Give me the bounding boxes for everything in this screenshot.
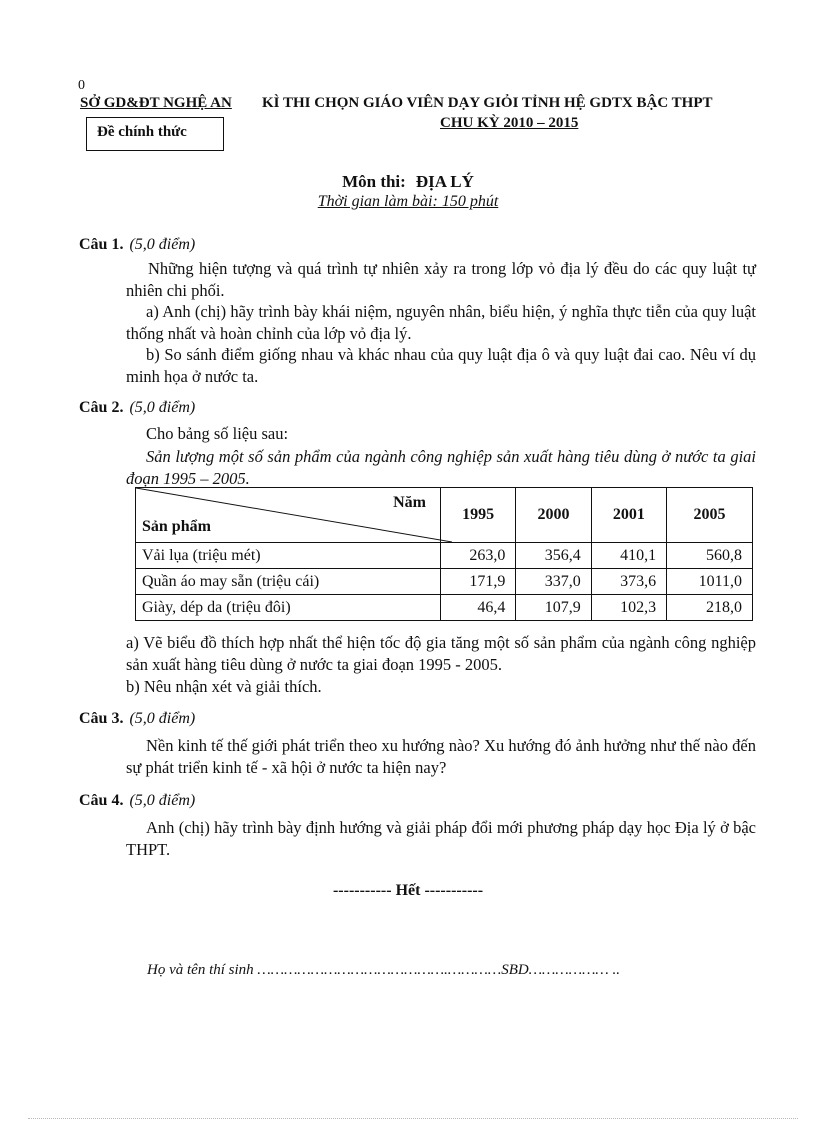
question-3-number: Câu 3. bbox=[79, 710, 124, 727]
table-cell: 263,0 bbox=[441, 543, 516, 569]
row-label: Vải lụa (triệu mét) bbox=[136, 543, 441, 569]
question-1-intro: Những hiện tượng và quá trình tự nhiên xảy ra trong lớp vỏ địa lý đều do các quy luật tự nhiên chi phối. bbox=[126, 259, 756, 300]
question-3-heading bbox=[79, 710, 195, 728]
row-label: Quần áo may sẵn (triệu cái) bbox=[136, 569, 441, 595]
question-4-points: (5,0 điểm) bbox=[129, 792, 196, 809]
table-title: Sản lượng một số sản phẩm của ngành công nghiệp sản xuất hàng tiêu dùng ở nước ta giai đoạn 1995 – 2005. bbox=[126, 447, 756, 488]
question-4-heading bbox=[79, 792, 195, 810]
data-table bbox=[135, 487, 753, 621]
time-text: Thời gian làm bài: 150 phút bbox=[317, 193, 499, 210]
question-2-intro: Cho bảng số liệu sau: bbox=[146, 424, 289, 443]
question-1-heading bbox=[79, 236, 195, 254]
footer-divider bbox=[28, 1118, 798, 1119]
question-3-points: (5,0 điểm) bbox=[129, 710, 196, 727]
table-corner-cell bbox=[136, 488, 441, 543]
official-badge: Đề chính thức bbox=[86, 117, 224, 151]
question-1-number: Câu 1. bbox=[79, 236, 124, 253]
question-1-part-a: a) Anh (chị) hãy trình bày khái niệm, nguyên nhân, biểu hiện, ý nghĩa thực tiễn của quy luật thống nhất và hoàn chỉnh của lớp vỏ địa lý. bbox=[126, 302, 756, 343]
question-1-points: (5,0 điểm) bbox=[129, 236, 196, 253]
year-header: 2005 bbox=[667, 488, 753, 543]
question-2-heading bbox=[79, 399, 195, 417]
table-cell: 107,9 bbox=[516, 595, 591, 621]
table-cell: 102,3 bbox=[591, 595, 666, 621]
table-cell: 373,6 bbox=[591, 569, 666, 595]
year-header: 2001 bbox=[591, 488, 666, 543]
corner-year-label: Năm bbox=[393, 494, 426, 511]
subject-value: ĐỊA LÝ bbox=[415, 172, 474, 191]
year-header: 2000 bbox=[516, 488, 591, 543]
corner-product-label: Sản phẩm bbox=[142, 518, 211, 535]
table-row bbox=[136, 569, 753, 595]
question-4-number: Câu 4. bbox=[79, 792, 124, 809]
question-1-part-b: b) So sánh điểm giống nhau và khác nhau của quy luật địa ô và quy luật đai cao. Nêu ví dụ minh họa ở nước ta. bbox=[126, 345, 756, 386]
question-2-part-b: b) Nêu nhận xét và giải thích. bbox=[126, 677, 322, 696]
subject-line bbox=[0, 172, 816, 192]
table-cell: 410,1 bbox=[591, 543, 666, 569]
time-allowed bbox=[0, 193, 816, 211]
year-header: 1995 bbox=[441, 488, 516, 543]
end-marker: ----------- Hết ----------- bbox=[332, 882, 484, 899]
table-cell: 560,8 bbox=[667, 543, 753, 569]
table-cell: 46,4 bbox=[441, 595, 516, 621]
question-4-text: Anh (chị) hãy trình bày định hướng và giải pháp đổi mới phương pháp dạy học Địa lý ở bậc THPT. bbox=[126, 818, 756, 859]
table-row bbox=[136, 595, 753, 621]
table-cell: 171,9 bbox=[441, 569, 516, 595]
table-header-row bbox=[136, 488, 753, 543]
department-name: SỞ GD&ĐT NGHỆ AN bbox=[80, 95, 232, 111]
question-3-text: Nền kinh tế thế giới phát triển theo xu hướng nào? Xu hướng đó ảnh hưởng như thế nào đến sự phát triển kinh tế - xã hội ở nước ta hiện nay? bbox=[126, 736, 756, 777]
table-cell: 337,0 bbox=[516, 569, 591, 595]
row-label: Giày, dép da (triệu đôi) bbox=[136, 595, 441, 621]
table-cell: 356,4 bbox=[516, 543, 591, 569]
candidate-signature-line: Họ và tên thí sinh …………………………………….…………SBD……………… .. bbox=[147, 962, 620, 978]
exam-title: KÌ THI CHỌN GIÁO VIÊN DẠY GIỎI TỈNH HỆ GDTX BẬC THPT bbox=[262, 95, 713, 111]
exam-cycle: CHU KỲ 2010 – 2015 bbox=[440, 115, 579, 131]
question-2-part-a: a) Vẽ biểu đồ thích hợp nhất thể hiện tốc độ gia tăng một số sản phẩm của ngành công nghiệp sản xuất hàng tiêu dùng ở nước ta giai đoạn 1995 - 2005. bbox=[126, 633, 756, 674]
question-2-points: (5,0 điểm) bbox=[129, 399, 196, 416]
table-row bbox=[136, 543, 753, 569]
table-cell: 218,0 bbox=[667, 595, 753, 621]
question-2-number: Câu 2. bbox=[79, 399, 124, 416]
table-cell: 1011,0 bbox=[667, 569, 753, 595]
subject-label: Môn thi: bbox=[342, 172, 406, 191]
page-number: 0 bbox=[78, 78, 85, 93]
